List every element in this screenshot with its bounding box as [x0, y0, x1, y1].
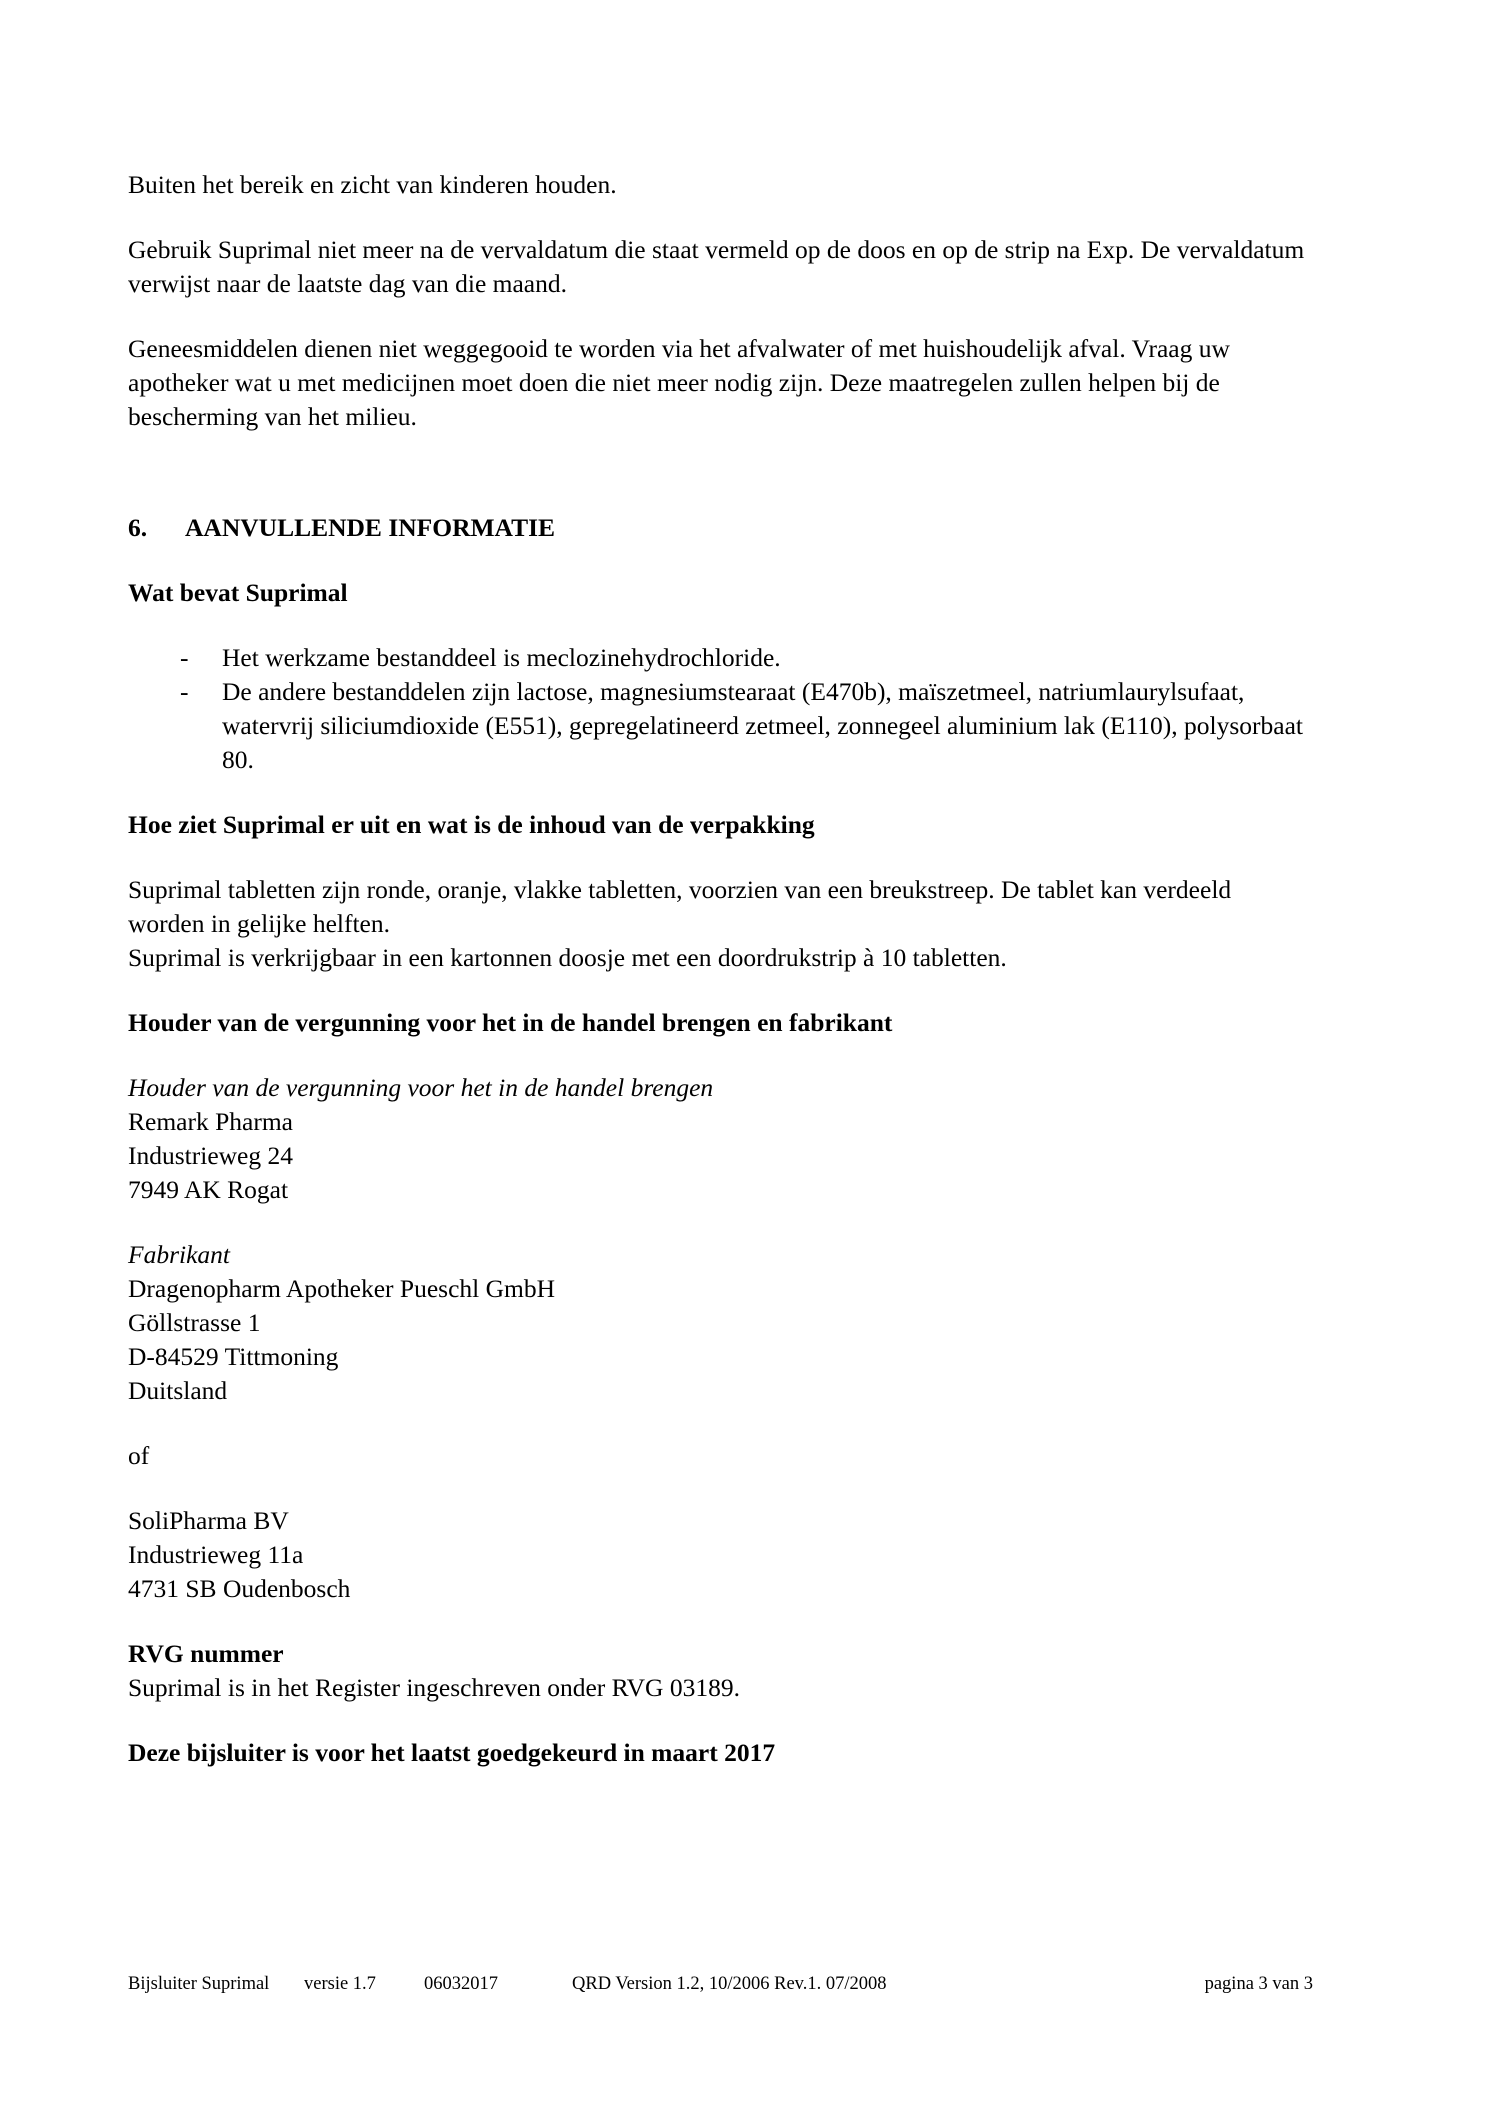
spacer-before-or — [128, 1408, 1313, 1439]
spacer-before-ingredients — [128, 610, 1313, 641]
subheading-marketing-authorisation: Houder van de vergunning voor het in de handel brengen en fabrikant — [128, 1008, 893, 1037]
subheading-appearance: Hoe ziet Suprimal er uit en wat is de inhoud van de verpakking — [128, 810, 815, 839]
spacer-after-marketing-heading — [128, 1040, 1313, 1071]
paragraph-disposal: Geneesmiddelen dienen niet weggegooid te worden via het afvalwater of met huishoudelijk afval. Vraag uw apotheker wat u met medicijnen moet doen die niet meer nodig zijn. Deze maatregelen zullen helpen bij de bescherming van het milieu. — [128, 334, 1230, 431]
section-number: 6. — [128, 513, 148, 542]
spacer-before-approval — [128, 1705, 1313, 1736]
footer-version: versie 1.7 — [304, 1974, 376, 1994]
paragraph-storage-children: Buiten het bereik en zicht van kinderen houden. — [128, 170, 617, 199]
ingredient-active: Het werkzame bestanddeel is meclozinehydrochloride. — [222, 643, 781, 672]
holder-name: Remark Pharma — [128, 1107, 293, 1136]
paragraph-appearance-description: Suprimal tabletten zijn ronde, oranje, vlakke tabletten, voorzien van een breukstreep. De tablet kan verdeeld worden in gelijke helften. — [128, 875, 1232, 938]
spacer-before-manufacturer — [128, 1207, 1313, 1238]
paragraph-packaging-description: Suprimal is verkrijgbaar in een kartonnen doosje met een doordrukstrip à 10 tabletten. — [128, 943, 1007, 972]
list-item — [128, 675, 1313, 777]
holder-street: Industrieweg 24 — [128, 1141, 294, 1170]
list-item — [128, 641, 1313, 675]
spacer-before-rvg — [128, 1606, 1313, 1637]
ingredient-excipients: De andere bestanddelen zijn lactose, magnesiumstearaat (E470b), maïszetmeel, natriumlaurylsufaat, watervrij siliciumdioxide (E551), gepregelatineerd zetmeel, zonnegeel aluminium lak (E110), polysorbaat 80. — [222, 677, 1304, 774]
footer-page-number: pagina 3 van 3 — [1204, 1974, 1313, 1994]
manufacturer-country: Duitsland — [128, 1376, 228, 1405]
ingredients-list — [128, 641, 1313, 777]
footer-qrd-version: QRD Version 1.2, 10/2006 Rev.1. 07/2008 — [572, 1974, 887, 1994]
footer-date: 06032017 — [424, 1974, 498, 1994]
subheading-contents: Wat bevat Suprimal — [128, 578, 348, 607]
document-body — [128, 168, 1313, 1770]
spacer-before-section — [128, 465, 1313, 511]
spacer-before-appearance — [128, 777, 1313, 808]
page-footer — [128, 1972, 1313, 1996]
paragraph-expiry: Gebruik Suprimal niet meer na de vervaldatum die staat vermeld op de doos en op de strip na Exp. De vervaldatum verwijst naar de laatste dag van die maand. — [128, 235, 1305, 298]
alt-manufacturer-street: Industrieweg 11a — [128, 1540, 304, 1569]
footer-document-name: Bijsluiter Suprimal — [128, 1974, 270, 1994]
spacer-after-or — [128, 1473, 1313, 1504]
bullet-dash-icon: - — [180, 643, 189, 672]
spacer-before-marketing — [128, 975, 1313, 1006]
alt-manufacturer-name: SoliPharma BV — [128, 1506, 289, 1535]
manufacturer-street: Göllstrasse 1 — [128, 1308, 261, 1337]
spacer-after-section-heading — [128, 545, 1313, 576]
label-licence-holder: Houder van de vergunning voor het in de handel brengen — [128, 1073, 714, 1102]
spacer-after-appearance-heading — [128, 842, 1313, 873]
label-or: of — [128, 1441, 150, 1470]
label-manufacturer: Fabrikant — [128, 1240, 230, 1269]
bullet-dash-icon: - — [180, 677, 189, 706]
section-title: AANVULLENDE INFORMATIE — [185, 513, 556, 542]
manufacturer-name: Dragenopharm Apotheker Pueschl GmbH — [128, 1274, 556, 1303]
holder-city: 7949 AK Rogat — [128, 1175, 289, 1204]
section-heading-6 — [128, 511, 1313, 545]
rvg-registration-text: Suprimal is in het Register ingeschreven onder RVG 03189. — [128, 1673, 740, 1702]
alt-manufacturer-city: 4731 SB Oudenbosch — [128, 1574, 351, 1603]
approval-date-statement: Deze bijsluiter is voor het laatst goedgekeurd in maart 2017 — [128, 1738, 776, 1767]
manufacturer-city: D-84529 Tittmoning — [128, 1342, 339, 1371]
subheading-rvg-number: RVG nummer — [128, 1639, 284, 1668]
